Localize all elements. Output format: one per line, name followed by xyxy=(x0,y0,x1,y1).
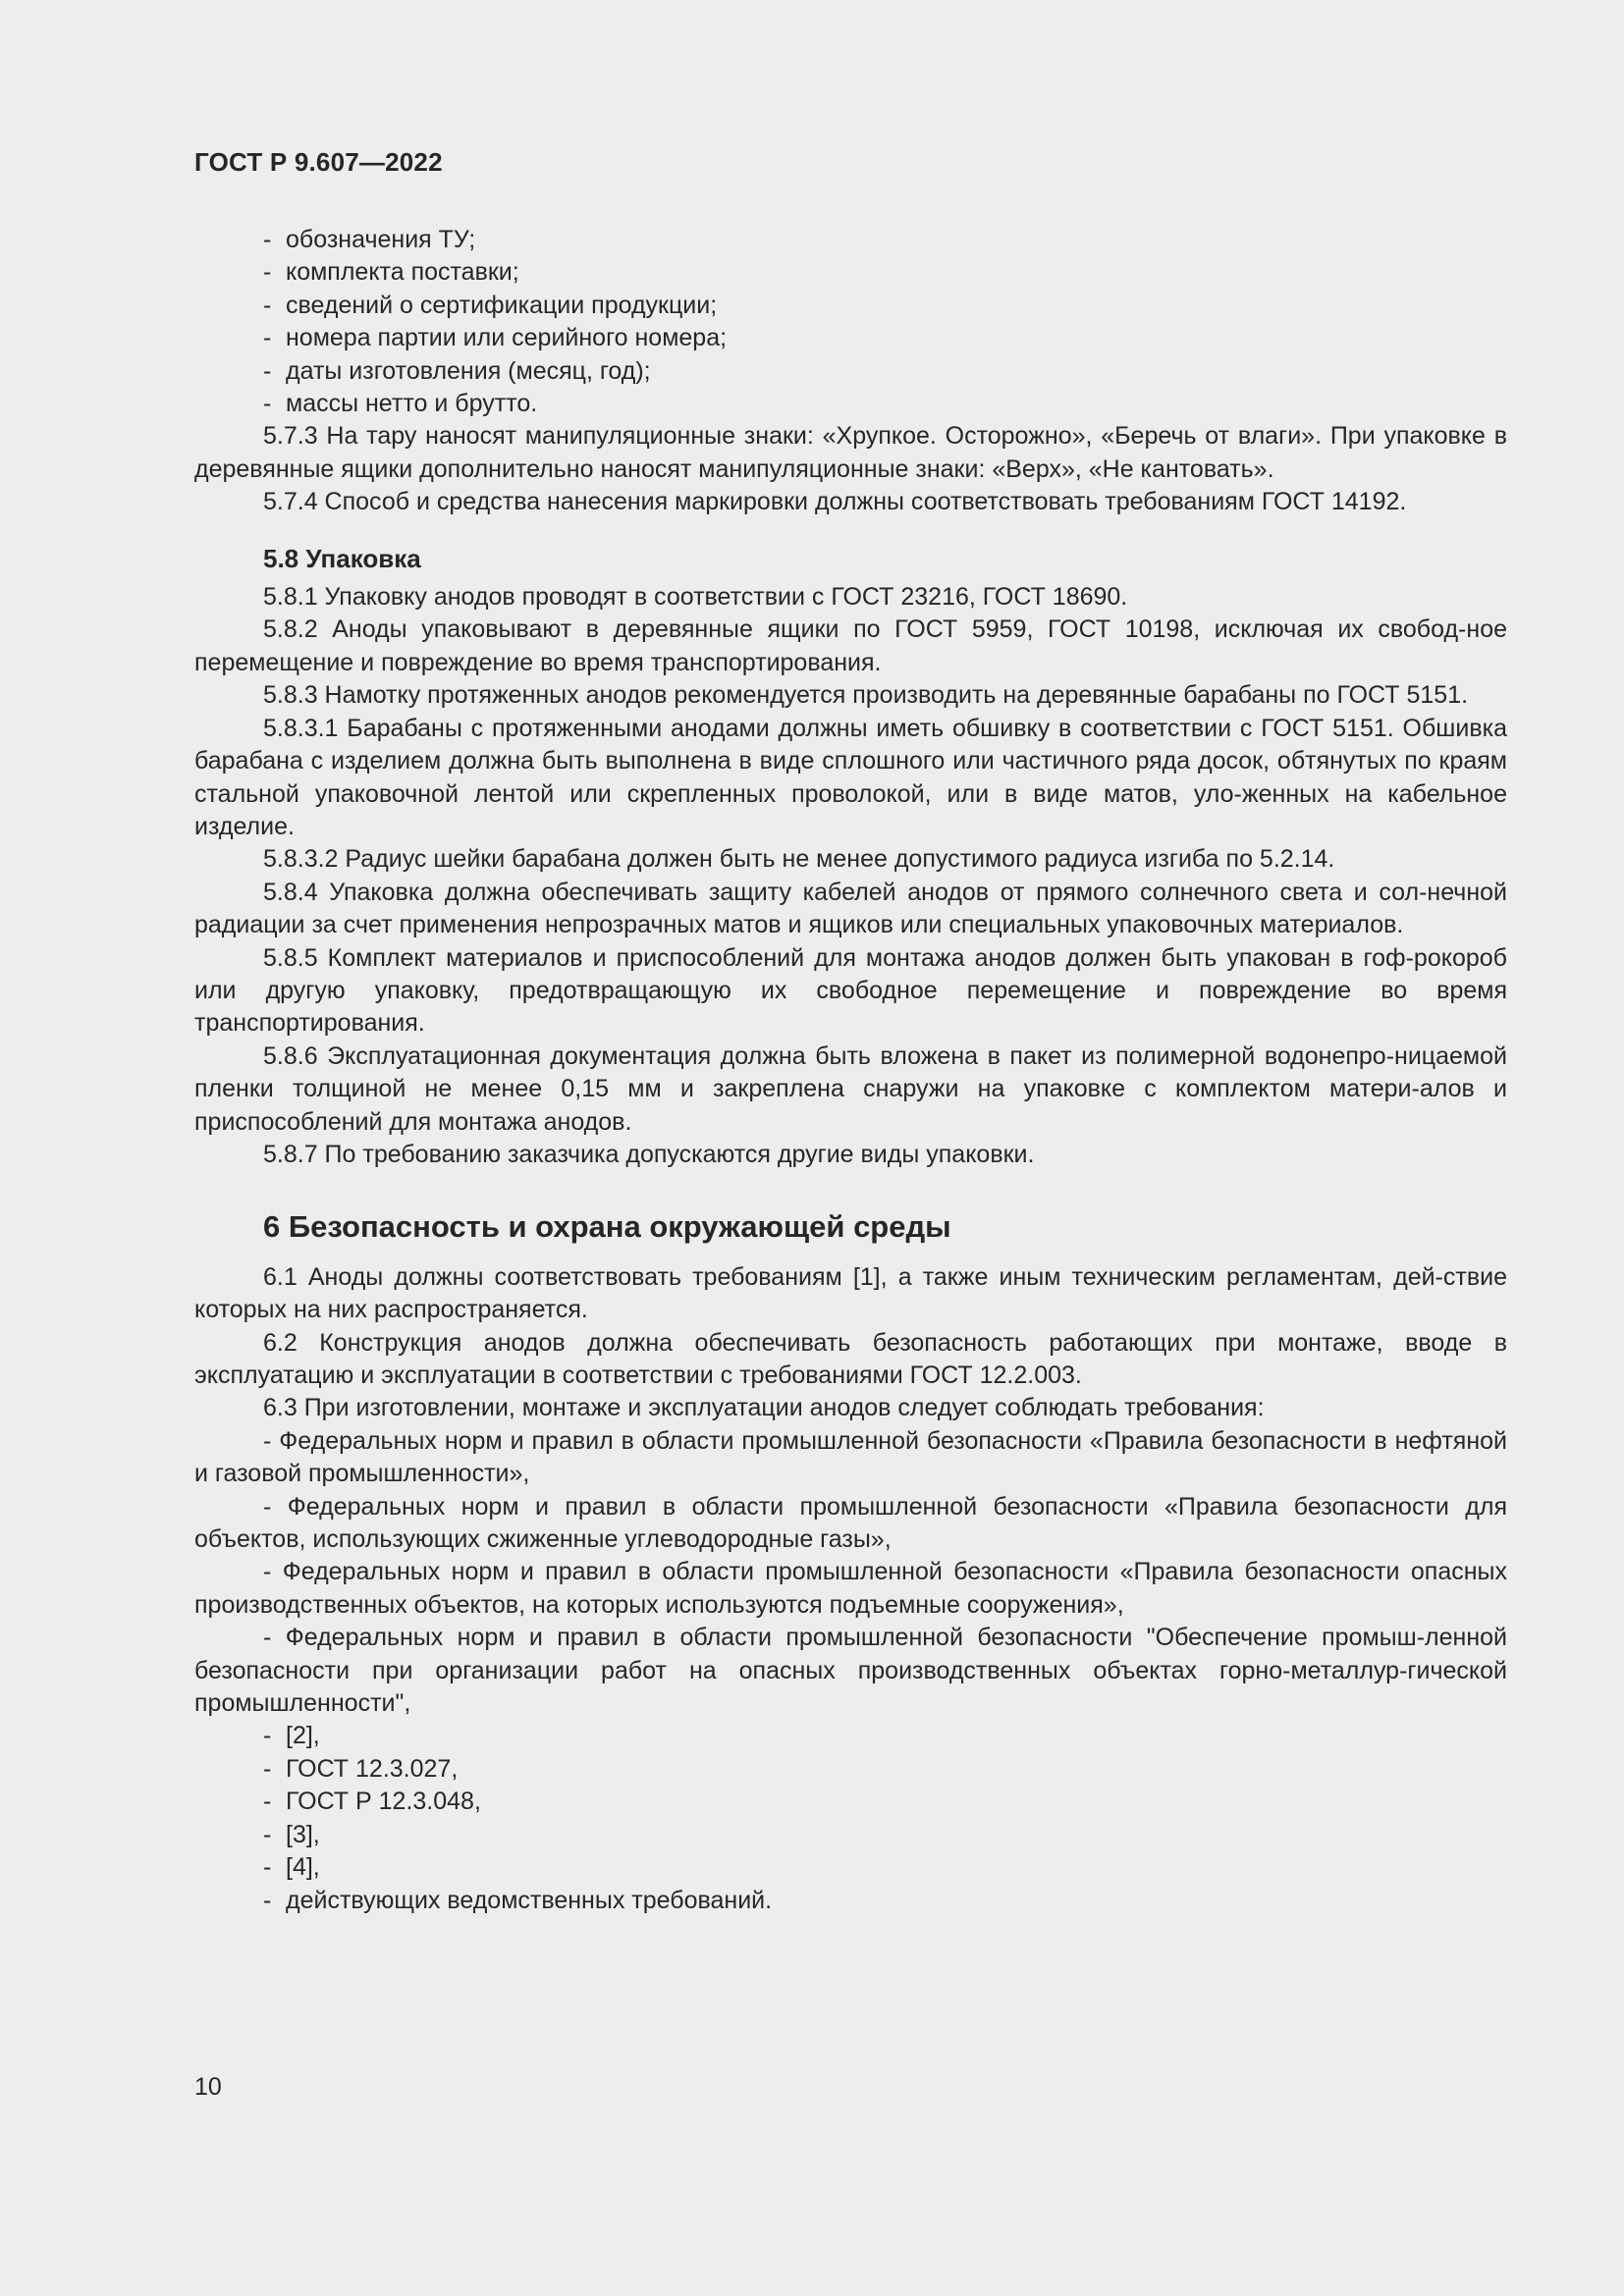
list-item: - сведений о сертификации продукции; xyxy=(263,291,718,319)
list-item: - действующих ведомственных требований. xyxy=(263,1886,773,1914)
requirement-item: - Федеральных норм и правил в области промышленной безопасности "Обеспечение промыш-ленной безопасности при организации работ на опасных производственных объектах горно-металлур-гической промышленности", xyxy=(194,1624,1507,1718)
paragraph-5-8-3-1: 5.8.3.1 Барабаны с протяженными анодами должны иметь обшивку в соответствии с ГОСТ 5151. Обшивка барабана с изделием должна быть выполнена в виде сплошного или частичного ряда досок, обтянутых по краям стальной упаковочной лентой или скрепленных проволокой, или в виде матов, уло-женных на кабельное изделие. xyxy=(194,714,1507,840)
list-item: - ГОСТ 12.3.027, xyxy=(263,1754,459,1783)
paragraph-5-8-1: 5.8.1 Упаковку анодов проводят в соответствии с ГОСТ 23216, ГОСТ 18690. xyxy=(263,583,1128,612)
paragraph-5-8-6: 5.8.6 Эксплуатационная документация должна быть вложена в пакет из полимерной водонепро-ницаемой пленки толщиной не менее 0,15 мм и закреплена снаружи на упаковке с комплектом матери-алов и приспособлений для монтажа анодов. xyxy=(194,1041,1507,1136)
list-item: - [2], xyxy=(263,1722,320,1750)
list-item: - комплекта поставки; xyxy=(263,258,519,287)
section-heading-6: 6 Безопасность и охрана окружающей среды xyxy=(263,1209,951,1245)
list-item: - [4], xyxy=(263,1853,320,1882)
requirement-item: - Федеральных норм и правил в области промышленной безопасности «Правила безопасности для объектов, использующих сжиженные углеводородные газы», xyxy=(194,1492,1507,1554)
paragraph-5-7-3: 5.7.3 На тару наносят манипуляционные знаки: «Хрупкое. Осторожно», «Беречь от влаги». При упаковке в деревянные ящики дополнительно наносят манипуляционные знаки: «Верх», «Не кантовать». xyxy=(194,422,1507,483)
paragraph-6-1: 6.1 Аноды должны соответствовать требованиям [1], а также иным техническим регламентам, дей-ствие которых на них распространяется. xyxy=(194,1262,1507,1324)
paragraph-5-8-7: 5.8.7 По требованию заказчика допускаются другие виды упаковки. xyxy=(263,1140,1035,1168)
list-item: - номера партии или серийного номера; xyxy=(263,324,728,352)
section-heading-5-8: 5.8 Упаковка xyxy=(263,543,421,573)
requirement-item: - Федеральных норм и правил в области промышленной безопасности «Правила безопасности опасных производственных объектов, на которых используются подъемные сооружения», xyxy=(194,1558,1507,1619)
page-number: 10 xyxy=(194,2073,222,2101)
paragraph-5-8-5: 5.8.5 Комплект материалов и приспособлений для монтажа анодов должен быть упакован в гоф-рокороб или другую упаковку, предотвращающую их свободное перемещение и повреждение во время транспортирования. xyxy=(194,943,1507,1038)
page-content xyxy=(194,224,1507,1917)
list-item: - [3], xyxy=(263,1820,320,1848)
list-item: - обозначения ТУ; xyxy=(263,226,476,253)
paragraph-5-8-2: 5.8.2 Аноды упаковывают в деревянные ящики по ГОСТ 5959, ГОСТ 10198, исключая их свобод-ное перемещение и повреждение во время транспортирования. xyxy=(194,615,1507,676)
paragraph-6-3: 6.3 При изготовлении, монтаже и эксплуатации анодов следует соблюдать требования: xyxy=(263,1394,1265,1422)
running-header: ГОСТ Р 9.607—2022 xyxy=(194,147,443,177)
list-item: - массы нетто и брутто. xyxy=(263,390,538,418)
list-item: - ГОСТ Р 12.3.048, xyxy=(263,1788,481,1816)
requirement-item: - Федеральных норм и правил в области промышленной безопасности «Правила безопасности в нефтяной и газовой промышленности», xyxy=(194,1426,1507,1488)
paragraph-6-2: 6.2 Конструкция анодов должна обеспечивать безопасность работающих при монтаже, вводе в эксплуатацию и эксплуатации в соответствии с требованиями ГОСТ 12.2.003. xyxy=(194,1328,1507,1389)
paragraph-5-7-4: 5.7.4 Способ и средства нанесения маркировки должны соответствовать требованиям ГОСТ 14192. xyxy=(263,488,1407,516)
paragraph-5-8-4: 5.8.4 Упаковка должна обеспечивать защиту кабелей анодов от прямого солнечного света и сол-нечной радиации за счет применения непрозрачных матов и ящиков или специальных упаковочных материалов. xyxy=(194,878,1507,939)
paragraph-5-8-3: 5.8.3 Намотку протяженных анодов рекомендуется производить на деревянные барабаны по ГОСТ 5151. xyxy=(263,681,1469,710)
list-item: - даты изготовления (месяц, год); xyxy=(263,356,651,385)
paragraph-5-8-3-2: 5.8.3.2 Радиус шейки барабана должен быть не менее допустимого радиуса изгиба по 5.2.14. xyxy=(263,845,1335,874)
